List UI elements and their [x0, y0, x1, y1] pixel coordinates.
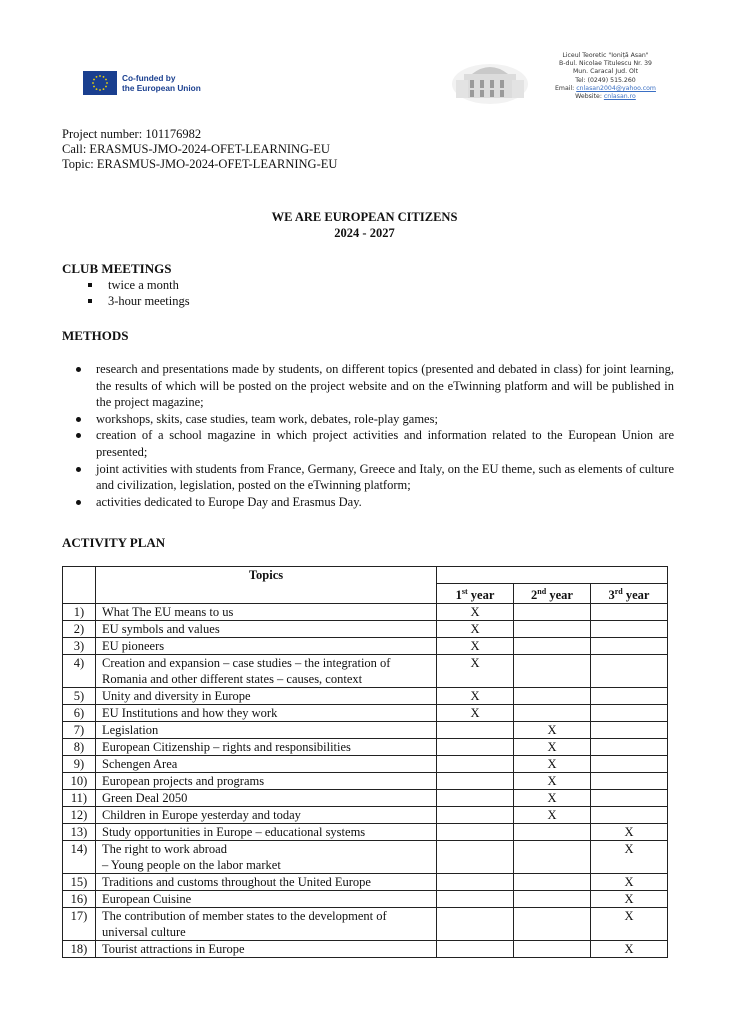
row-topic: European Citizenship – rights and responsibilities	[96, 739, 437, 756]
year1-header	[437, 584, 514, 604]
table-row	[63, 688, 668, 705]
year2-cell	[514, 841, 591, 874]
project-topic: Topic: ERASMUS-JMO-2024-OFET-LEARNING-EU	[62, 157, 338, 171]
year2-cell	[514, 824, 591, 841]
year3-cell	[591, 773, 668, 790]
year1-cell	[437, 908, 514, 941]
list-item-text: twice a month	[108, 278, 179, 292]
table-row	[63, 807, 668, 824]
year2-sup: nd	[537, 587, 547, 596]
year3-cell: X	[591, 824, 668, 841]
year2-cell: X	[514, 807, 591, 824]
list-item-text: joint activities with students from France, Germany, Greece and Italy, on the EU theme, such as elements of culture and civilization, legislation, posted on the eTwinning platform;	[96, 461, 674, 493]
row-topic: Legislation	[96, 722, 437, 739]
year2-cell	[514, 604, 591, 621]
year2-cell	[514, 621, 591, 638]
list-item-text: creation of a school magazine in which project activities and information related to the European Union are presented;	[96, 428, 674, 459]
table-row	[63, 908, 668, 941]
year2-cell	[514, 908, 591, 941]
table-row	[63, 790, 668, 807]
row-topic: Study opportunities in Europe – educational systems	[96, 824, 437, 841]
year1-cell	[437, 790, 514, 807]
year3-cell: X	[591, 841, 668, 874]
bullet-icon	[76, 417, 81, 422]
row-topic: EU pioneers	[96, 638, 437, 655]
row-number: 3)	[63, 638, 96, 655]
year2-cell	[514, 688, 591, 705]
row-topic: The contribution of member states to the development of universal culture	[96, 908, 437, 941]
row-number: 13)	[63, 824, 96, 841]
table-row	[63, 773, 668, 790]
row-number: 4)	[63, 655, 96, 688]
activity-plan-heading: ACTIVITY PLAN	[62, 535, 166, 550]
year1-cell: X	[437, 638, 514, 655]
year3-header	[591, 584, 668, 604]
year1-cell: X	[437, 621, 514, 638]
year1-cell: X	[437, 655, 514, 688]
table-row	[63, 841, 668, 874]
table-row	[63, 655, 668, 688]
year1-cell	[437, 773, 514, 790]
row-topic: EU Institutions and how they work	[96, 705, 437, 722]
year3-cell: X	[591, 941, 668, 958]
table-row	[63, 891, 668, 908]
row-topic: Creation and expansion – case studies – the integration of Romania and other different states – causes, context	[96, 655, 437, 688]
list-item-text: activities dedicated to Europe Day and Erasmus Day.	[96, 494, 362, 509]
project-info	[62, 127, 337, 172]
year3-word: year	[622, 588, 650, 602]
row-number: 8)	[63, 739, 96, 756]
years-group-header	[437, 567, 668, 584]
year1-num: 1	[455, 588, 462, 602]
list-item	[72, 461, 674, 494]
year2-cell: X	[514, 790, 591, 807]
year3-cell	[591, 638, 668, 655]
title-main: WE ARE EUROPEAN CITIZENS	[271, 210, 458, 224]
row-number: 10)	[63, 773, 96, 790]
year2-cell: X	[514, 773, 591, 790]
document-title	[0, 209, 729, 241]
school-address: B-dul. Nicolae Titulescu Nr. 39	[559, 60, 652, 68]
year2-num: 2	[531, 588, 538, 602]
year2-header	[514, 584, 591, 604]
table-row	[63, 604, 668, 621]
bullet-icon	[76, 367, 81, 372]
school-contact-info	[548, 52, 663, 101]
table-row	[63, 722, 668, 739]
year1-cell	[437, 941, 514, 958]
school-city: Mun. Caracal Jud. Olt	[572, 68, 639, 76]
eu-cofunded-logo	[83, 71, 201, 95]
row-topic: EU symbols and values	[96, 621, 437, 638]
year1-cell	[437, 841, 514, 874]
year2-cell	[514, 638, 591, 655]
year2-word: year	[546, 588, 573, 602]
year2-cell	[514, 705, 591, 722]
row-number: 16)	[63, 891, 96, 908]
table-row	[63, 874, 668, 891]
list-item	[72, 361, 674, 411]
year1-cell	[437, 756, 514, 773]
eu-cofunded-text	[122, 73, 201, 93]
row-topic: European Cuisine	[96, 891, 437, 908]
year3-cell: X	[591, 891, 668, 908]
list-item	[72, 411, 674, 428]
email-link[interactable]: cnlasan2004@yahoo.com	[576, 84, 656, 92]
row-number: 7)	[63, 722, 96, 739]
year3-num: 3	[608, 588, 615, 602]
club-meetings-heading: CLUB MEETINGS	[62, 261, 172, 276]
year3-cell: X	[591, 874, 668, 891]
club-meetings-list	[88, 277, 190, 309]
row-topic: Schengen Area	[96, 756, 437, 773]
bullet-icon	[76, 500, 81, 505]
email-label: Email:	[555, 84, 577, 92]
row-topic: Tourist attractions in Europe	[96, 941, 437, 958]
row-number: 18)	[63, 941, 96, 958]
row-topic: Traditions and customs throughout the United Europe	[96, 874, 437, 891]
year2-cell: X	[514, 739, 591, 756]
year1-cell: X	[437, 705, 514, 722]
list-item	[72, 494, 674, 511]
year2-cell: X	[514, 756, 591, 773]
project-call: Call: ERASMUS-JMO-2024-OFET-LEARNING-EU	[62, 142, 330, 156]
bullet-icon	[76, 467, 81, 472]
row-number: 2)	[63, 621, 96, 638]
row-number: 11)	[63, 790, 96, 807]
year1-cell	[437, 824, 514, 841]
year3-cell	[591, 604, 668, 621]
title-years: 2024 - 2027	[334, 226, 395, 240]
bullet-icon	[76, 433, 81, 438]
row-number: 5)	[63, 688, 96, 705]
row-topic: Children in Europe yesterday and today	[96, 807, 437, 824]
year3-cell	[591, 688, 668, 705]
number-header	[63, 567, 96, 604]
row-number: 17)	[63, 908, 96, 941]
eu-text-line2: the European Union	[122, 83, 201, 93]
row-number: 15)	[63, 874, 96, 891]
year1-sup: st	[461, 587, 468, 596]
list-item-text: 3-hour meetings	[108, 294, 190, 308]
year3-cell	[591, 807, 668, 824]
table-row	[63, 824, 668, 841]
row-topic: Unity and diversity in Europe	[96, 688, 437, 705]
eu-text-line1: Co-funded by	[122, 73, 176, 83]
table-row	[63, 638, 668, 655]
school-website-row	[548, 93, 663, 101]
year3-cell	[591, 790, 668, 807]
school-building-icon	[450, 58, 530, 106]
row-number: 6)	[63, 705, 96, 722]
row-number: 12)	[63, 807, 96, 824]
website-link[interactable]: cnlasan.ro	[603, 93, 636, 101]
year2-cell	[514, 874, 591, 891]
row-topic: Green Deal 2050	[96, 790, 437, 807]
year1-cell: X	[437, 688, 514, 705]
row-number: 14)	[63, 841, 96, 874]
year3-cell	[591, 655, 668, 688]
row-number: 9)	[63, 756, 96, 773]
year1-cell	[437, 891, 514, 908]
square-bullet-icon	[88, 283, 92, 287]
list-item	[88, 277, 190, 293]
square-bullet-icon	[88, 299, 92, 303]
year3-cell	[591, 722, 668, 739]
year1-cell	[437, 722, 514, 739]
year1-cell	[437, 807, 514, 824]
year2-cell: X	[514, 722, 591, 739]
year1-cell: X	[437, 604, 514, 621]
table-row	[63, 756, 668, 773]
year2-cell	[514, 655, 591, 688]
school-tel: Tel: (0249) 515.260	[575, 76, 636, 84]
year1-cell	[437, 739, 514, 756]
methods-list	[72, 361, 674, 510]
year3-sup: rd	[614, 587, 623, 596]
list-item	[72, 427, 674, 460]
project-number: Project number: 101176982	[62, 127, 202, 141]
table-row	[63, 621, 668, 638]
row-topic: The right to work abroad – Young people on the labor market	[96, 841, 437, 874]
year2-cell	[514, 941, 591, 958]
school-email-row	[548, 85, 663, 93]
row-topic: What The EU means to us	[96, 604, 437, 621]
row-number: 1)	[63, 604, 96, 621]
table-row	[63, 739, 668, 756]
methods-heading: METHODS	[62, 328, 129, 343]
website-label: Website:	[575, 93, 604, 101]
table-row	[63, 705, 668, 722]
list-item-text: research and presentations made by students, on different topics (presented and debated in class) for joint learning, the results of which will be posted on the project website and on the eTwinning platform and will be published in the project magazine;	[96, 362, 674, 410]
table-row	[63, 941, 668, 958]
topics-header: Topics	[96, 567, 437, 604]
eu-flag-icon	[83, 71, 117, 95]
activity-plan-body	[63, 604, 668, 958]
year3-cell: X	[591, 908, 668, 941]
year3-cell	[591, 705, 668, 722]
year3-cell	[591, 621, 668, 638]
school-name: Liceul Teoretic "Ioniță Asan"	[562, 52, 649, 59]
table-header-row	[63, 567, 668, 584]
list-item-text: workshops, skits, case studies, team work, debates, role-play games;	[96, 411, 438, 426]
row-topic: European projects and programs	[96, 773, 437, 790]
year2-cell	[514, 891, 591, 908]
year1-cell	[437, 874, 514, 891]
list-item	[88, 293, 190, 309]
year3-cell	[591, 756, 668, 773]
activity-plan-table	[62, 566, 668, 958]
year1-word: year	[467, 588, 495, 602]
year3-cell	[591, 739, 668, 756]
